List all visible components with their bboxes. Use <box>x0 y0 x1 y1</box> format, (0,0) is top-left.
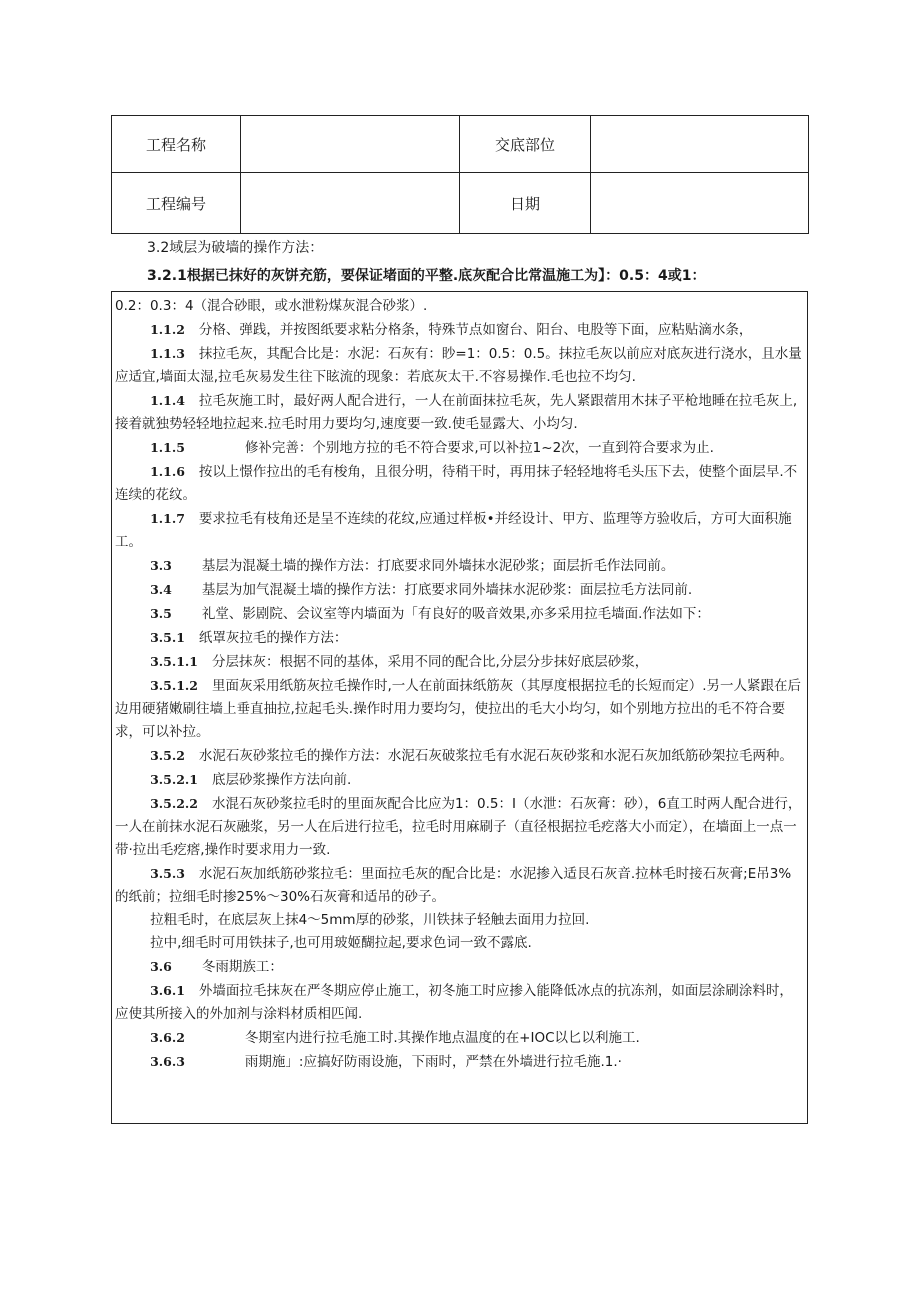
paragraph-number: 1.1.5 <box>150 440 185 455</box>
paragraph-text: 冬雨期族工： <box>201 959 283 975</box>
paragraph-number: 3.5.1 <box>150 630 185 645</box>
paragraph-3-5-1 <box>115 626 803 650</box>
paragraph-3-5-2-2 <box>115 792 803 862</box>
paragraph-text: 抹拉毛灰，其配合比是：水泥：石灰有：眇=1：0.5：0.5。抹拉毛灰以前应对底灰进行浇水，且水量应适宜,墙面太湿,拉毛灰易发生往下眩流的现象：若底灰太干.不容易操作.毛也拉不均匀. <box>115 346 802 385</box>
paragraph-text: 礼堂、影剧院、会议室等内墙面为「有良好的吸音效果,亦多采用拉毛墙面.作法如下： <box>201 606 710 622</box>
paragraph-text: 基层为混凝土墙的操作方法：打底要求同外墙抹水泥砂浆；面层折毛作法同前。 <box>201 558 675 574</box>
paragraph-text: 分格、弹践，并按图纸要求粘分格条，特殊节点如窗台、阳台、电股等下面，应粘贴滴水条， <box>198 322 753 338</box>
paragraph-1-1-7 <box>115 507 803 554</box>
paragraph-number: 3.5.1.2 <box>150 678 198 693</box>
paragraph-text: 拉毛灰施工时，最好两人配合进行，一人在前面抹拉毛灰，先人紧跟蓿用木抹子平枪地睡在拉毛灰上,接着就独势轻轻地拉起来.拉毛时用力要均匀,速度要一致.使毛显露大、小均匀. <box>115 393 798 432</box>
paragraph-coarse-pull: 拉粗毛时，在底层灰上抹4～5mm厚的砂浆，川铁抹子轻触去面用力拉回. <box>150 912 590 928</box>
paragraph-number: 3.5.1.1 <box>150 654 198 669</box>
paragraph-number: 3.4 <box>150 582 172 597</box>
paragraph-number: 3.6.2 <box>150 1030 185 1045</box>
paragraph-text: 按以上憬作拉出的毛有梭角，且很分明，待稍干时，再用抹子轻轻地将毛头压下去，使整个面层早.不连续的花纹。 <box>115 464 798 503</box>
paragraph-3-6-2 <box>115 1026 803 1050</box>
paragraph-3-6-3 <box>115 1050 803 1074</box>
project-no-label: 工程编号 <box>112 173 241 234</box>
date-value <box>591 173 809 234</box>
paragraph-text: 雨期施」:应搞好防雨设施，下雨时，严禁在外墙进行拉毛施.1.· <box>244 1054 622 1070</box>
paragraph-number: 3.6 <box>150 959 172 974</box>
content-box <box>111 291 808 1124</box>
paragraph-text: 外墙面拉毛抹灰在严冬期应停止施工，初冬施工时应掺入能降低冰点的抗冻剂，如面层涂刷涂料时，应使其所接入的外加剂与涂料材质相匹闻. <box>115 983 793 1022</box>
paragraph-text: 水泥石灰砂浆拉毛的操作方法：水泥石灰破浆拉毛有水泥石灰砂浆和水泥石灰加纸筋砂架拉毛两种。 <box>198 748 793 764</box>
paragraph-text: 冬期室内进行拉毛施工时.其操作地点温度的在+IOC以匕以利施工. <box>244 1030 640 1046</box>
paragraph-1-1-3 <box>115 342 803 389</box>
project-name-label: 工程名称 <box>112 116 241 173</box>
paragraph-number: 1.1.3 <box>150 346 185 361</box>
paragraph-text: 里面灰采用纸筋灰拉毛操作时,一人在前面抹纸筋灰（其厚度根据拉毛的长短而定）.另一人紧跟在后边用硬猪嫩刷往墙上垂直抽拉,拉起毛头.操作时用力要均匀，使拉出的毛大小均匀，如个别地方拉出的毛不符合要求，可以补拉。 <box>115 678 802 740</box>
paragraph-number: 3.5.2 <box>150 748 185 763</box>
paragraph-text: 水混石灰砂浆拉毛时的里面灰配合比应为1：0.5：I（水泄：石灰膏：砂），6直工时两人配合进行，一人在前抹水泥石灰融浆，另一人在后进行拉毛，拉毛时用麻刷子（直径根据拉毛疙落大小而定），在墙面上一点一带·拉出毛疙瘩,操作时要求用力一致. <box>115 796 802 858</box>
paragraph-3-5 <box>115 602 803 626</box>
paragraph-text: 要求拉毛有枝角还是呈不连续的花纹,应通过样板•并经设计、甲方、监理等方验收后，方可大面积施工。 <box>115 511 792 550</box>
project-no-value <box>241 173 460 234</box>
paragraph-text: 纸罩灰拉毛的操作方法： <box>198 630 348 646</box>
paragraph-3-4 <box>115 578 803 602</box>
section-heading-3-2: 3.2域层为破墙的操作方法： <box>147 240 324 256</box>
paragraph-number: 3.5.2.1 <box>150 772 198 787</box>
paragraph-number: 1.1.6 <box>150 464 185 479</box>
paragraph-3-5-2 <box>115 744 803 768</box>
paragraph-3-6-1 <box>115 979 803 1026</box>
paragraph-3-5-1-2 <box>115 674 803 744</box>
paragraph-number: 3.3 <box>150 558 172 573</box>
paragraph-1-1-6 <box>115 460 803 507</box>
paragraph-text: 修补完善：个别地方拉的毛不符合要求,可以补拉1~2次，一直到符合要求为止. <box>244 440 714 456</box>
date-label: 日期 <box>460 173 591 234</box>
handover-part-label: 交底部位 <box>460 116 591 173</box>
paragraph-text: 分层抹灰：根据不同的基体，采用不同的配合比,分层分步抹好底层砂浆， <box>211 654 649 670</box>
section-3-2-1-line: 3.2.1根据已抹好的灰饼充筋，要保证堵面的平整.底灰配合比常温施工为】：0.5：4或1： <box>147 268 706 284</box>
paragraph-number: 3.5 <box>150 606 172 621</box>
paragraph-number: 1.1.7 <box>150 511 185 526</box>
paragraph-3-5-1-1 <box>115 650 803 674</box>
paragraph-3-5-3 <box>115 862 803 909</box>
paragraph-continued: 0.2：0.3：4（混合砂眼，或水泄粉煤灰混合砂浆）. <box>115 298 428 314</box>
paragraph-number: 1.1.4 <box>150 393 185 408</box>
paragraph-3-6 <box>115 955 803 979</box>
paragraph-text: 水泥石灰加纸筋砂浆拉毛：里面拉毛灰的配合比是：水泥掺入适艮石灰音.拉林毛时接石灰膏;E吊3%的纸前；拉细毛时掺25%～30%石灰膏和适吊的砂子。 <box>115 866 792 905</box>
paragraph-3-3 <box>115 554 803 578</box>
paragraph-text: 底层砂浆操作方法向前. <box>211 772 352 788</box>
paragraph-number: 1.1.2 <box>150 322 185 337</box>
paragraph-number: 3.6.1 <box>150 983 185 998</box>
paragraph-fine-pull: 拉中,细毛时可用铁抹子,也可用玻姬醐拉起,要求色词一致不露底. <box>150 935 532 951</box>
paragraph-text: 基层为加气混凝土墙的操作方法：打底要求同外墙抹水泥砂浆：面层拉毛方法同前. <box>201 582 693 598</box>
paragraph-1-1-2 <box>115 318 803 342</box>
header-table <box>111 115 809 234</box>
paragraph-1-1-5 <box>115 436 803 460</box>
handover-part-value <box>591 116 809 173</box>
paragraph-number: 3.5.3 <box>150 866 185 881</box>
paragraph-number: 3.6.3 <box>150 1054 185 1069</box>
paragraph-1-1-4 <box>115 389 803 436</box>
project-name-value <box>241 116 460 173</box>
paragraph-3-5-2-1 <box>115 768 803 792</box>
paragraph-number: 3.5.2.2 <box>150 796 198 811</box>
